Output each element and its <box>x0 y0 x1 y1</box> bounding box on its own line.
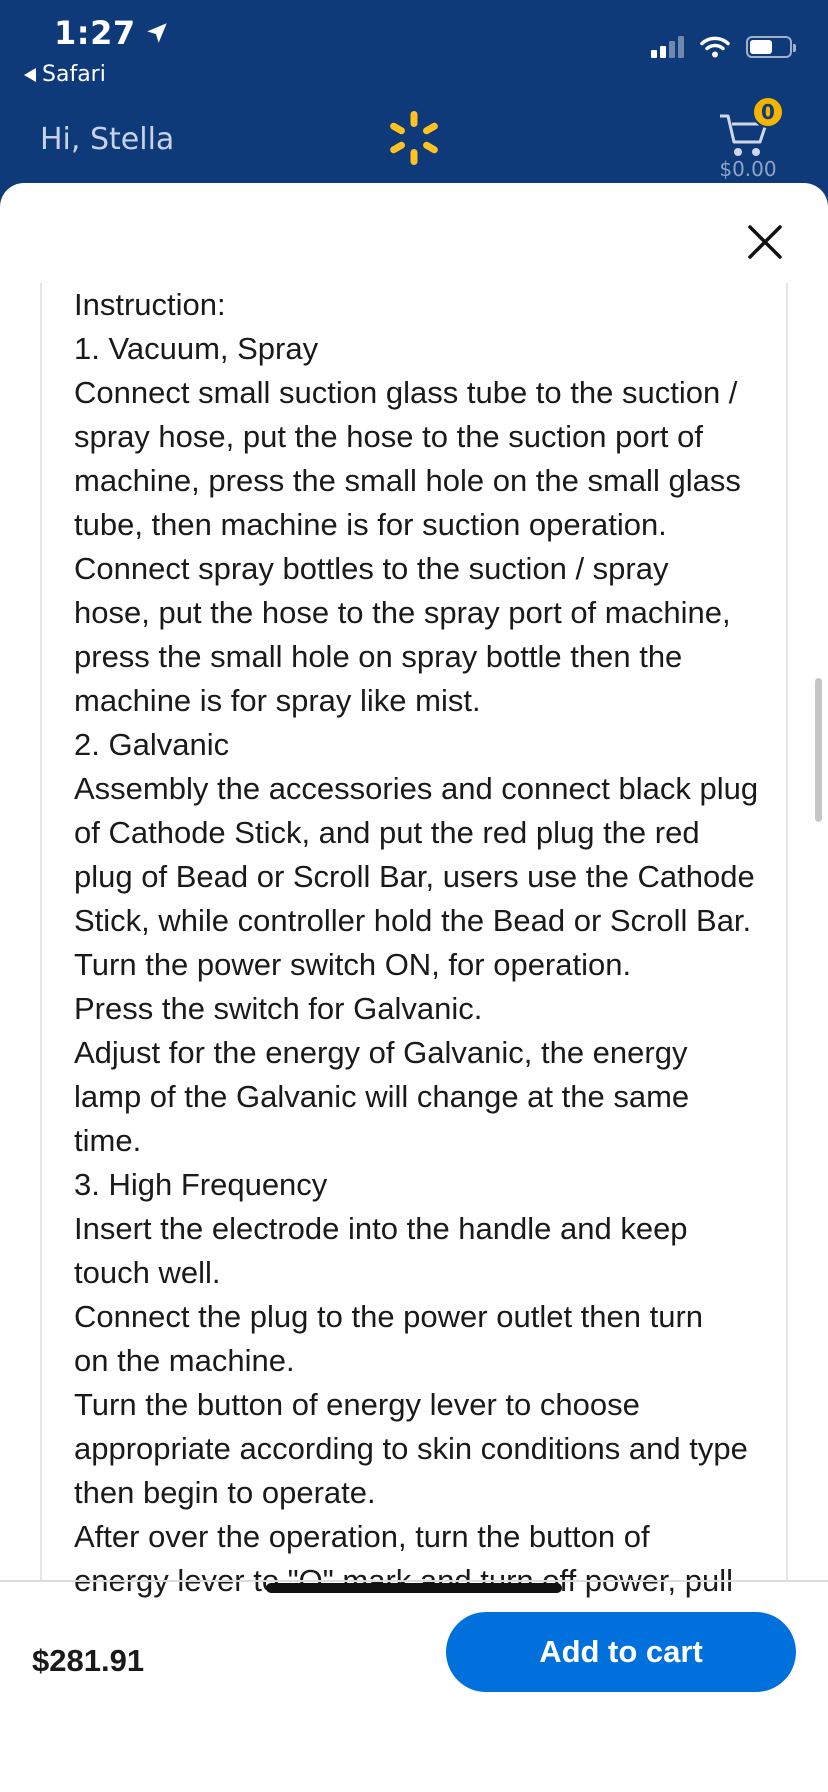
instruction-line: tube, then machine is for suction operation. <box>74 507 667 542</box>
instruction-line: Turn the power switch ON, for operation. <box>74 947 632 982</box>
instruction-line: Insert the electrode into the handle and keep <box>74 1211 688 1246</box>
instruction-line: machine is for spray like mist. <box>74 683 481 718</box>
back-app-label: Safari <box>42 62 106 87</box>
instruction-line: spray hose, put the hose to the suction port of <box>74 419 704 454</box>
instructions-text <box>74 283 804 1603</box>
wifi-icon <box>700 36 730 58</box>
instruction-line: lamp of the Galvanic will change at the same <box>74 1079 690 1114</box>
greeting-text: Hi, Stella <box>40 122 175 157</box>
close-icon[interactable] <box>740 217 790 267</box>
back-to-app-link[interactable] <box>24 62 106 87</box>
cart-count-badge: 0 <box>752 96 784 128</box>
status-icons <box>651 36 792 58</box>
instruction-line: After over the operation, turn the button of <box>74 1519 650 1554</box>
status-time <box>54 14 170 52</box>
instruction-line: of Cathode Stick, and put the red plug the red <box>74 815 700 850</box>
back-arrow-icon <box>24 68 36 82</box>
instruction-line: then begin to operate. <box>74 1475 376 1510</box>
instruction-line: plug of Bead or Scroll Bar, users use the Cathode <box>74 859 755 894</box>
instruction-line: touch well. <box>74 1255 221 1290</box>
instruction-line: time. <box>74 1123 142 1158</box>
time-label: 1:27 <box>54 14 136 52</box>
instructions-scroll-area[interactable] <box>40 283 788 1580</box>
instruction-line: 3. High Frequency <box>74 1167 328 1202</box>
instruction-line: Adjust for the energy of Galvanic, the energy <box>74 1035 688 1070</box>
battery-icon <box>746 36 792 58</box>
instruction-line: Stick, while controller hold the Bead or Scroll Bar. <box>74 903 752 938</box>
instruction-line: 1. Vacuum, Spray <box>74 331 319 366</box>
walmart-spark-icon[interactable] <box>384 108 444 168</box>
instruction-line: Connect small suction glass tube to the suction / <box>74 375 738 410</box>
product-price: $281.91 <box>32 1643 145 1678</box>
product-detail-sheet <box>0 183 828 1792</box>
instruction-line: press the small hole on spray bottle then the <box>74 639 683 674</box>
instruction-line: machine, press the small hole on the small glass <box>74 463 741 498</box>
footer-divider <box>0 1580 828 1582</box>
instruction-line: Turn the button of energy lever to choose <box>74 1387 640 1422</box>
instruction-line: Press the switch for Galvanic. <box>74 991 483 1026</box>
instruction-line: Assembly the accessories and connect black plug <box>74 771 759 806</box>
instruction-line: on the machine. <box>74 1343 295 1378</box>
instruction-line: Instruction: <box>74 287 226 322</box>
home-indicator[interactable] <box>266 1583 562 1593</box>
instruction-line: hose, put the hose to the spray port of machine, <box>74 595 731 630</box>
scrollbar[interactable] <box>815 678 822 822</box>
instruction-line: appropriate according to skin conditions and type <box>74 1431 748 1466</box>
signal-icon <box>651 36 684 58</box>
instruction-line: Connect the plug to the power outlet then turn <box>74 1299 704 1334</box>
add-to-cart-button[interactable]: Add to cart <box>446 1612 796 1692</box>
instruction-line: 2. Galvanic <box>74 727 230 762</box>
location-arrow-icon <box>144 20 170 46</box>
cart-total: $0.00 <box>719 157 777 181</box>
instruction-line: Connect spray bottles to the suction / spray <box>74 551 669 586</box>
